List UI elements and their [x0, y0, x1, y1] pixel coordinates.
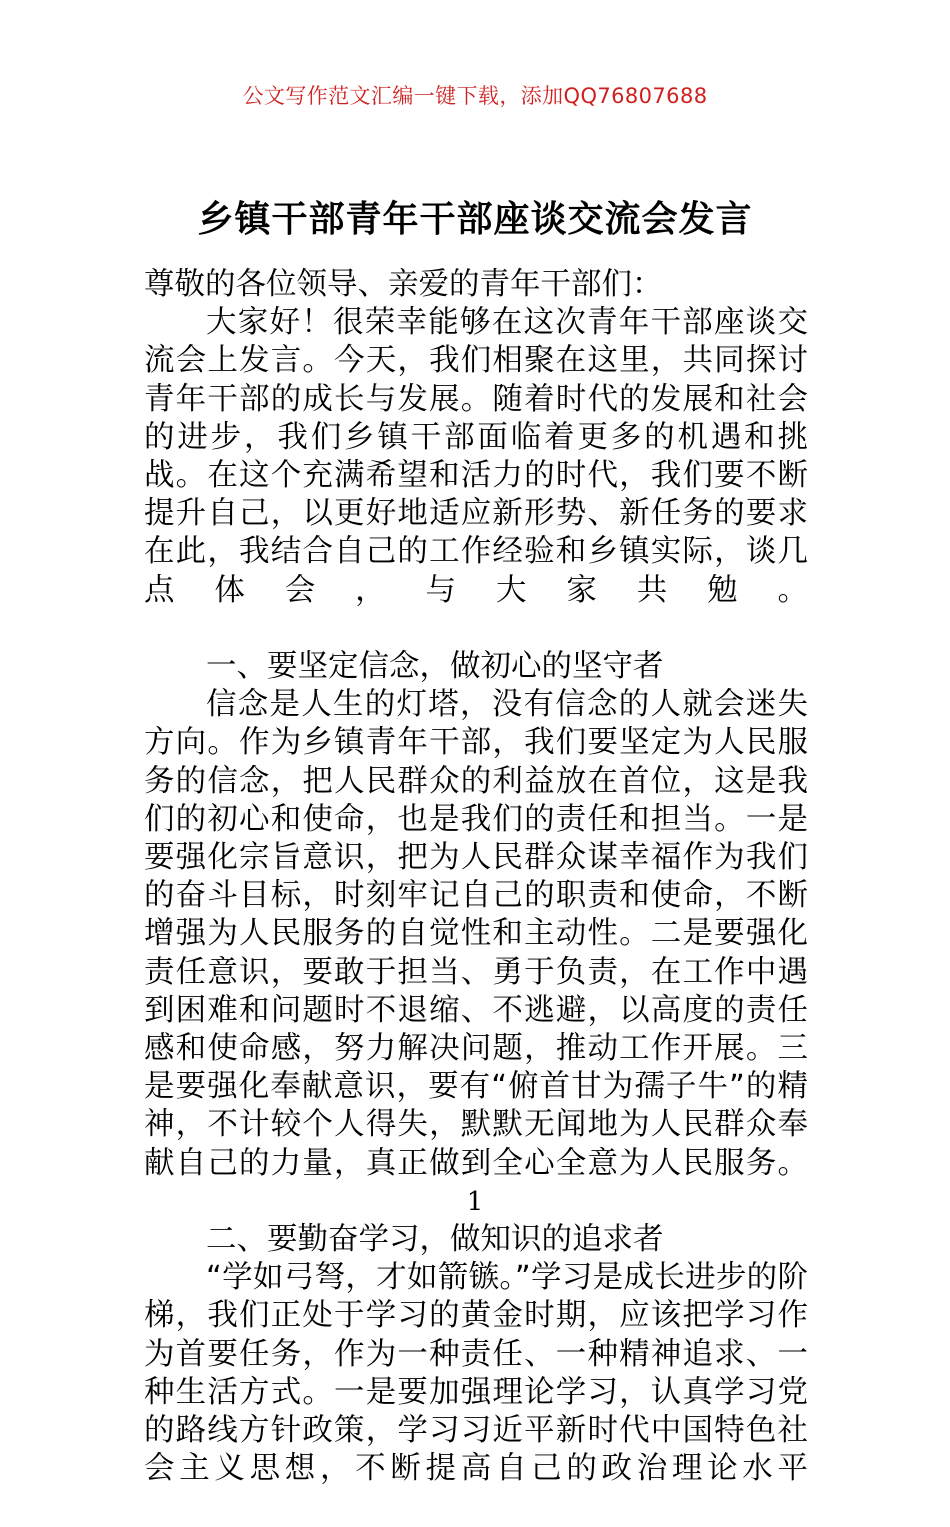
salutation-paragraph: 尊敬的各位领导、亲爱的青年干部们： — [144, 267, 663, 302]
page-number-footer: 1 — [466, 1187, 484, 1217]
opening-paragraph: 大家好！很荣幸能够在这次青年干部座谈交流会上发言。今天，我们相聚在这里，共同探讨青年干部的成长与发展。随着时代的发展和社会的进步，我们乡镇干部面临着更多的机遇和挑战。在这个充满希望和活力的时代，我们要不断提升自己，以更好地适应新形势、新任务的要求在此，我结合自己的工作经验和乡镇实际，谈几点体会，与大家共勉。 — [144, 305, 808, 608]
section-heading-one: 一、要坚定信念，做初心的坚守者 — [206, 649, 664, 685]
document-body — [144, 266, 808, 1527]
section-two-paragraph: “学如弓弩，才如箭镞。”学习是成长进步的阶梯，我们正处于学习的黄金时期，应该把学习作为首要任务，作为一种责任、一种精神追求、一种生活方式。一是要加强理论学习，认真学习党的路线方针政策，学习习近平新时代中国特色社会主义思想，不断提高自己的政治理论水平 — [144, 1260, 808, 1487]
section-heading-two: 二、要勤奋学习，做知识的追求者 — [206, 1222, 664, 1258]
page-title: 乡镇干部青年干部座谈交流会发言 — [197, 199, 753, 241]
section-one-paragraph: 信念是人生的灯塔，没有信念的人就会迷失方向。作为乡镇青年干部，我们要坚定为人民服务的信念，把人民群众的利益放在首位，这是我们的初心和使命，也是我们的责任和担当。一是要强化宗旨意识，把为人民群众谋幸福作为我们的奋斗目标，时刻牢记自己的职责和使命，不断增强为人民服务的自觉性和主动性。二是要强化责任意识，要敢于担当、勇于负责，在工作中遇到困难和问题时不退缩、不逃避，以高度的责任感和使命感，努力解决问题，推动工作开展。三是要强化奉献意识，要有“俯首甘为孺子牛”的精神，不计较个人得失，默默无闻地为人民群众奉献自己的力量，真正做到全心全意为人民服务。 — [144, 687, 808, 1181]
promo-watermark-header: 公文写作范文汇编一键下载，添加QQ76807688 — [242, 84, 708, 108]
